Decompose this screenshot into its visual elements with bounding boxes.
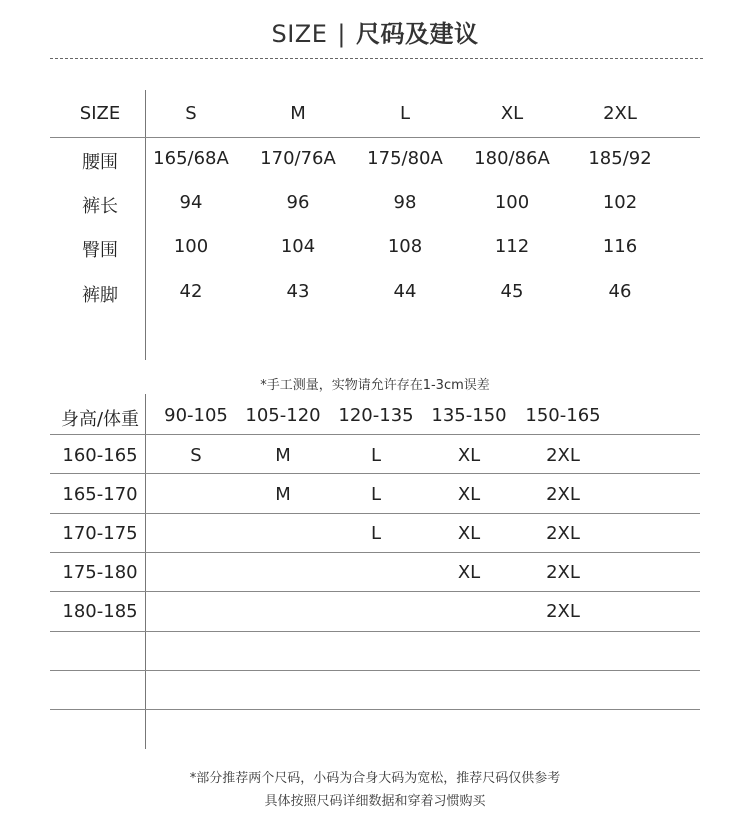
table-cell: L: [370, 484, 382, 505]
table2-row-label: 180-185: [62, 601, 138, 622]
table2-vertical-divider: [145, 394, 146, 749]
table-cell: 165/68A: [153, 148, 229, 169]
table2-row-label: 175-180: [62, 562, 138, 583]
table2-row-divider: [50, 513, 700, 514]
recommendation-note-line1: *部分推荐两个尺码，小码为合身大码为宽松，推荐尺码仅供参考: [189, 771, 561, 786]
table-cell: 94: [179, 192, 203, 213]
table1-header-cell: L: [399, 103, 411, 124]
table1-row-label: 裤脚: [82, 285, 118, 306]
table1-vertical-divider: [145, 90, 146, 360]
table-cell: 112: [494, 236, 530, 257]
table-cell: 100: [173, 236, 209, 257]
table2-row-label: 170-175: [62, 523, 138, 544]
table1-header-cell: 2XL: [603, 103, 637, 124]
table-cell: L: [370, 523, 382, 544]
table-cell: M: [275, 484, 291, 505]
table-cell: 116: [602, 236, 638, 257]
table2-row-label: 165-170: [62, 484, 138, 505]
table2-row-divider: [50, 473, 700, 474]
table1-row-label: 腰围: [82, 152, 118, 173]
table2-header-cell: 120-135: [338, 405, 414, 426]
table-cell: 96: [286, 192, 310, 213]
table-cell: 98: [393, 192, 417, 213]
measurement-note: *手工测量，实物请允许存在1-3cm误差: [260, 378, 490, 393]
table-cell: XL: [457, 484, 481, 505]
page-title: [0, 14, 750, 49]
table1-row-label: 裤长: [82, 196, 118, 217]
table1-header-cell: M: [290, 103, 306, 124]
title-en: SIZE: [271, 20, 328, 48]
table-cell: L: [370, 445, 382, 466]
table1-corner: SIZE: [79, 103, 121, 124]
title-separator: |: [337, 20, 346, 48]
table1-row-label: 臀围: [82, 240, 118, 261]
table-cell: XL: [457, 523, 481, 544]
table-cell: 42: [179, 281, 203, 302]
table2-row-label: 160-165: [62, 445, 138, 466]
table-cell: 2XL: [546, 484, 580, 505]
table-cell: 185/92: [588, 148, 652, 169]
table2-header-cell: 150-165: [525, 405, 601, 426]
table-cell: 45: [500, 281, 524, 302]
table2-corner: 身高/体重: [60, 409, 140, 430]
table-cell: 2XL: [546, 601, 580, 622]
table-cell: XL: [457, 562, 481, 583]
table-cell: 170/76A: [260, 148, 336, 169]
table2-row-divider: [50, 591, 700, 592]
table-cell: 2XL: [546, 562, 580, 583]
table-cell: M: [275, 445, 291, 466]
table-cell: 2XL: [546, 523, 580, 544]
title-divider: [50, 58, 703, 59]
table-cell: 108: [387, 236, 423, 257]
table-cell: 180/86A: [474, 148, 550, 169]
table-cell: 43: [286, 281, 310, 302]
table2-row-divider: [50, 670, 700, 671]
table-cell: 175/80A: [367, 148, 443, 169]
table1-header-cell: XL: [500, 103, 524, 124]
table2-row-divider: [50, 434, 700, 435]
table-cell: 44: [393, 281, 417, 302]
table-cell: 102: [602, 192, 638, 213]
table2-header-cell: 90-105: [164, 405, 228, 426]
table-cell: 100: [494, 192, 530, 213]
table2-row-divider: [50, 552, 700, 553]
table2-row-divider: [50, 631, 700, 632]
table-cell: XL: [457, 445, 481, 466]
table2-header-cell: 105-120: [245, 405, 321, 426]
table1-header-cell: S: [185, 103, 197, 124]
table2-row-divider: [50, 709, 700, 710]
table1-header-divider: [50, 137, 700, 138]
table2-header-cell: 135-150: [431, 405, 507, 426]
table-cell: 104: [280, 236, 316, 257]
recommendation-note-line2: 具体按照尺码详细数据和穿着习惯购买: [264, 794, 486, 809]
table-cell: 46: [608, 281, 632, 302]
table-cell: 2XL: [546, 445, 580, 466]
title-cn: 尺码及建议: [356, 20, 479, 48]
table-cell: S: [190, 445, 202, 466]
